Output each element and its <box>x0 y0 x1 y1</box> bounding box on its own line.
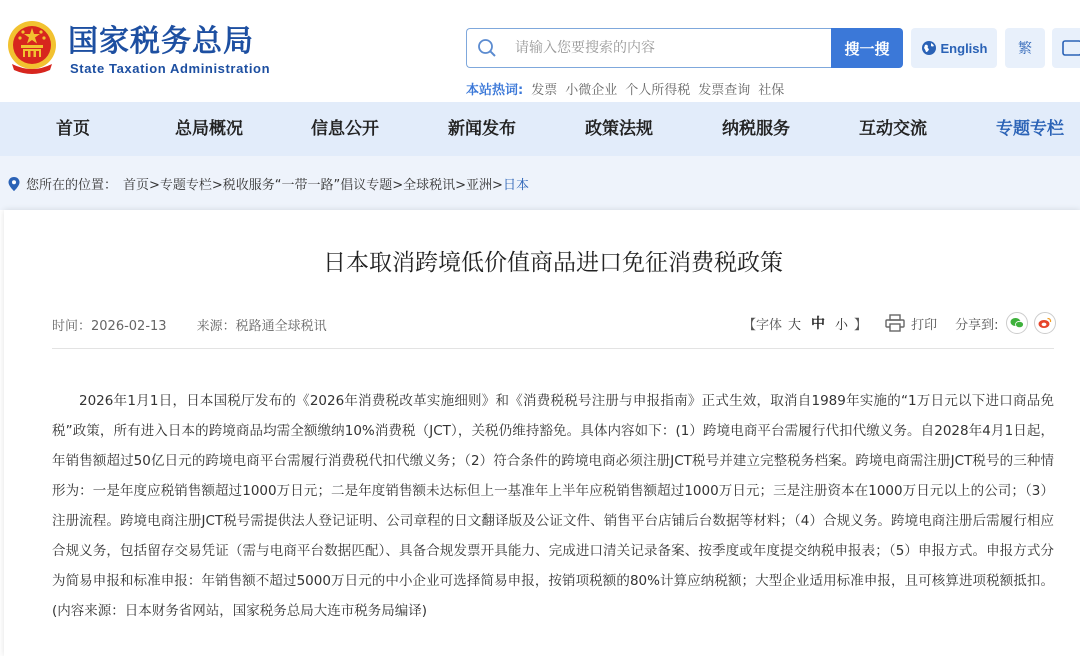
wechat-icon <box>1010 317 1024 329</box>
breadcrumb-current[interactable]: 日本 <box>502 178 529 193</box>
article-title: 日本取消跨境低价值商品进口免征消费税政策 <box>323 250 783 276</box>
nav-item-interaction[interactable]: 互动交流 <box>859 119 927 139</box>
article-tools <box>743 312 1062 334</box>
font-size-large[interactable]: 大 <box>788 317 802 333</box>
site-logo-subtitle[interactable]: State Taxation Administration <box>70 61 271 76</box>
source-label: 来源： <box>196 319 236 334</box>
print-button[interactable]: 打印 <box>911 317 938 333</box>
globe-icon <box>921 40 937 56</box>
article-body: 2026年1月1日，日本国税厅发布的《2026年消费税改革实施细则》和《消费税税号注册与申报指南》正式生效，取消自1989年实施的“1万日元以下进口商品免税”政策，所有进入日本的跨境商品均需全额缴纳10%消费税（JCT），关税仍维持豁免。具体内容如下：(1）跨境电商平台需履行代扣代缴义务。自2028年4月1日起，年销售额超过50亿日元的跨境电商平台需履行消费税代扣代缴义务；（2）符合条件的跨境电商必须注册JCT税号并建立完整税务档案。跨境电商需注册JCT税号的三种情形为：一是年度应税销售额超过1000万日元；二是年度销售额未达标但上一基准年上半年应税销售额超过1000万日元；三是注册资本在1000万日元以上的公司；（3）注册流程。跨境电商注册JCT税号需提供法人登记证明、公司章程的日文翻译版及公证文件、销售平台店铺后台数据等材料；（4）合规义务。跨境电商注册后需履行相应合规义务，包括留存交易凭证（需与电商平台数据匹配）、具备合规发票开具能力、完成进口清关记录备案、按季度或年度提交纳税申报表；（5）申报方式。申报方式分为简易申报和标准申报：年销售额不超过5000万日元的中小企业可选择简易申报，按销项税额的80%计算应纳税额；大型企业适用标准申报，且可核算进项税额抵扣。(内容来源：日本财务省网站，国家税务总局大连市税务局编译) <box>52 393 1054 619</box>
nav-item-topics[interactable]: 专题专栏 <box>996 119 1064 139</box>
user-button[interactable] <box>1052 28 1080 68</box>
publish-time <box>52 315 167 334</box>
hot-word-link[interactable]: 发票 <box>531 83 558 98</box>
time-label: 时间： <box>52 319 92 334</box>
font-size-label: 【字体 <box>743 317 783 333</box>
nav-item-home[interactable]: 首页 <box>56 119 90 139</box>
main-nav <box>0 102 1080 156</box>
location-pin-icon <box>8 177 20 191</box>
search-box <box>466 28 832 68</box>
national-emblem-icon[interactable] <box>6 18 58 76</box>
english-button[interactable] <box>911 28 997 68</box>
traditional-chinese-button[interactable]: 繁 <box>1005 28 1045 68</box>
font-size-small[interactable]: 小 <box>835 317 849 333</box>
weibo-share-button[interactable] <box>1034 312 1056 334</box>
hot-word-link[interactable]: 个人所得税 <box>625 83 691 98</box>
source-value: 税路通全球税讯 <box>235 319 327 334</box>
weibo-icon <box>1038 317 1052 329</box>
article-source <box>197 315 327 334</box>
english-label: English <box>940 40 988 56</box>
hot-word-link[interactable]: 发票查询 <box>698 83 751 98</box>
user-card-icon <box>1062 40 1080 56</box>
breadcrumb-prefix: 您所在的位置： <box>26 178 118 193</box>
search-button[interactable]: 搜一搜 <box>831 28 903 68</box>
font-size-medium[interactable]: 中 <box>811 316 826 332</box>
share-label: 分享到: <box>955 317 999 333</box>
hot-word-link[interactable]: 社保 <box>758 83 785 98</box>
meta-divider <box>52 348 1054 349</box>
hot-words-label: 本站热词: <box>466 83 524 98</box>
nav-item-news[interactable]: 新闻发布 <box>448 119 516 139</box>
hot-words-bar <box>466 79 784 98</box>
nav-item-tax-service[interactable]: 纳税服务 <box>722 119 790 139</box>
nav-item-overview[interactable]: 总局概况 <box>175 119 243 139</box>
breadcrumb-bar <box>0 156 1080 210</box>
site-header <box>0 0 1080 102</box>
nav-item-info-disclosure[interactable]: 信息公开 <box>311 119 379 139</box>
search-input[interactable] <box>515 29 815 67</box>
print-icon[interactable] <box>885 314 905 332</box>
hot-word-link[interactable]: 小微企业 <box>565 83 618 98</box>
wechat-share-button[interactable] <box>1006 312 1028 334</box>
nav-item-policy[interactable]: 政策法规 <box>585 119 653 139</box>
search-icon <box>477 38 497 58</box>
site-logo-title[interactable]: 国家税务总局 <box>68 24 254 59</box>
font-size-end: 】 <box>854 317 868 333</box>
breadcrumb <box>8 174 529 193</box>
article-meta <box>52 315 327 334</box>
time-value: 2026-02-13 <box>91 319 167 334</box>
breadcrumb-path[interactable]: 首页>专题专栏>税收服务“一带一路”倡议专题>全球税讯>亚洲> <box>123 178 503 193</box>
